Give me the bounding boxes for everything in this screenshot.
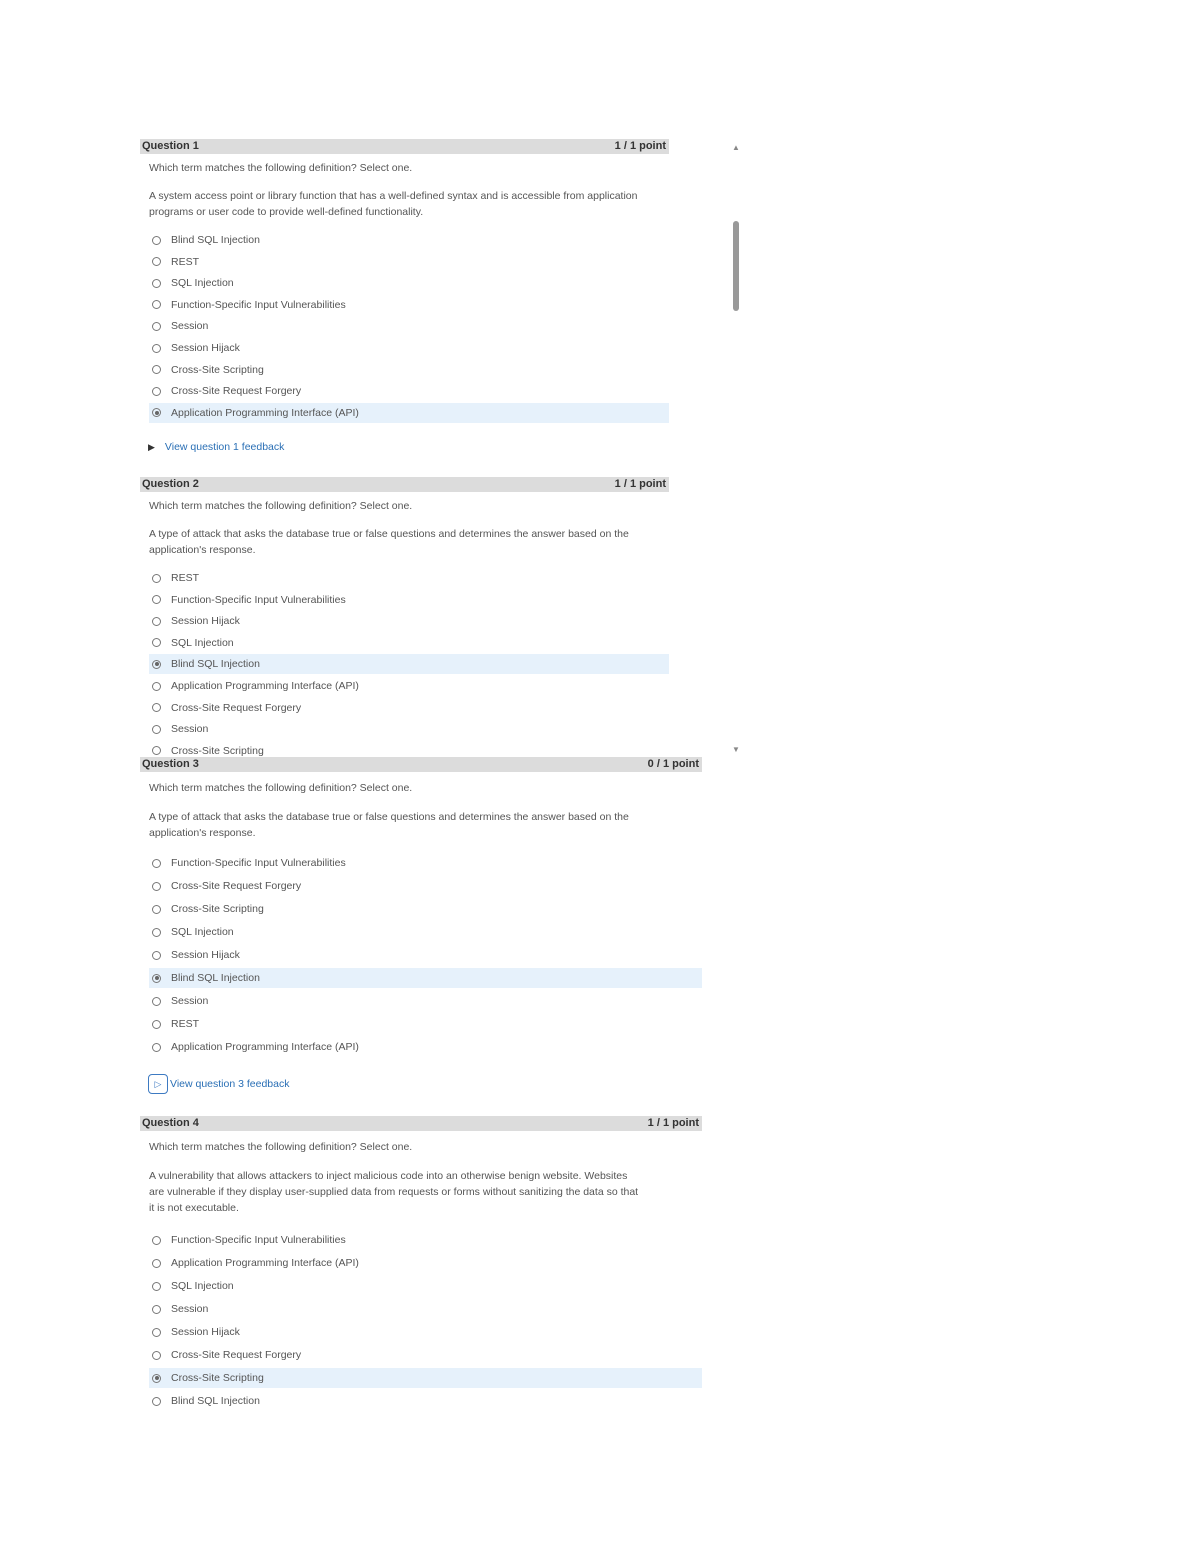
question-1-header bbox=[140, 139, 669, 154]
answer-option[interactable] bbox=[149, 968, 702, 988]
answer-option[interactable] bbox=[149, 1230, 702, 1250]
radio-button[interactable] bbox=[152, 974, 161, 983]
answer-option[interactable] bbox=[149, 1368, 702, 1388]
option-label: Cross-Site Request Forgery bbox=[171, 1349, 302, 1361]
radio-button[interactable] bbox=[152, 859, 161, 868]
option-label: REST bbox=[171, 1018, 200, 1030]
option-label: Function-Specific Input Vulnerabilities bbox=[171, 593, 346, 606]
option-label: Cross-Site Scripting bbox=[171, 903, 264, 915]
question-1-feedback-toggle[interactable] bbox=[148, 441, 284, 453]
question-4-header bbox=[140, 1116, 702, 1131]
answer-option[interactable] bbox=[149, 1322, 702, 1342]
option-label: Session bbox=[171, 1303, 209, 1315]
question-score: 1 / 1 point bbox=[614, 140, 666, 152]
radio-button[interactable] bbox=[152, 1305, 161, 1314]
answer-option[interactable] bbox=[149, 1345, 702, 1365]
answer-option[interactable] bbox=[149, 1391, 702, 1411]
definition-line: application's response. bbox=[149, 544, 256, 556]
answer-option[interactable] bbox=[149, 381, 669, 401]
option-label: SQL Injection bbox=[171, 926, 234, 938]
option-label: Session bbox=[171, 723, 209, 736]
answer-option[interactable] bbox=[149, 316, 669, 336]
scroll-down-icon[interactable]: ▼ bbox=[732, 745, 740, 754]
question-definition bbox=[149, 809, 629, 841]
question-definition bbox=[149, 526, 629, 558]
question-definition bbox=[149, 1168, 638, 1216]
question-3-header bbox=[140, 757, 702, 772]
definition-line: A vulnerability that allows attackers to inject malicious code into an otherwise benign website. Websites bbox=[149, 1170, 628, 1182]
question-score: 1 / 1 point bbox=[614, 478, 666, 490]
option-label: Blind SQL Injection bbox=[171, 972, 260, 984]
feedback-link[interactable]: View question 1 feedback bbox=[164, 441, 285, 453]
definition-line: A type of attack that asks the database true or false questions and determines the answer based on the bbox=[149, 811, 629, 823]
radio-button[interactable] bbox=[152, 365, 161, 374]
radio-button[interactable] bbox=[152, 951, 161, 960]
question-2-header bbox=[140, 477, 669, 492]
question-title: Question 3 bbox=[142, 758, 199, 770]
option-label: Cross-Site Request Forgery bbox=[171, 701, 302, 714]
answer-option[interactable] bbox=[149, 676, 669, 696]
radio-button[interactable] bbox=[152, 408, 161, 417]
answer-option[interactable] bbox=[149, 853, 702, 873]
definition-line: programs or user code to provide well-defined functionality. bbox=[149, 206, 424, 218]
radio-button[interactable] bbox=[152, 236, 161, 245]
radio-button[interactable] bbox=[152, 660, 161, 669]
option-label: Session Hijack bbox=[171, 342, 240, 354]
feedback-link[interactable]: View question 3 feedback bbox=[170, 1078, 290, 1090]
answer-option[interactable] bbox=[149, 654, 669, 674]
question-score: 0 / 1 point bbox=[647, 758, 699, 770]
radio-button[interactable] bbox=[152, 682, 161, 691]
radio-button[interactable] bbox=[152, 322, 161, 331]
option-label: Application Programming Interface (API) bbox=[171, 406, 359, 419]
radio-button[interactable] bbox=[152, 725, 161, 734]
scroll-up-icon[interactable]: ▲ bbox=[732, 143, 740, 152]
radio-button[interactable] bbox=[152, 300, 161, 309]
option-label: Session Hijack bbox=[171, 1326, 240, 1338]
answer-option[interactable] bbox=[149, 611, 669, 631]
scrollbar-thumb[interactable] bbox=[733, 221, 739, 311]
option-label: Blind SQL Injection bbox=[171, 234, 260, 246]
answer-option[interactable] bbox=[149, 1014, 702, 1034]
option-label: Function-Specific Input Vulnerabilities bbox=[171, 1234, 346, 1246]
option-label: Cross-Site Request Forgery bbox=[171, 385, 302, 398]
answer-option[interactable] bbox=[149, 590, 669, 610]
radio-button[interactable] bbox=[152, 1020, 161, 1029]
radio-button[interactable] bbox=[152, 1397, 161, 1406]
answer-option[interactable] bbox=[149, 922, 702, 942]
option-label: Blind SQL Injection bbox=[171, 1395, 260, 1407]
option-label: Application Programming Interface (API) bbox=[171, 680, 359, 692]
definition-line: A system access point or library function that has a well-defined syntax and is accessible from application bbox=[149, 190, 638, 202]
answer-option[interactable] bbox=[149, 991, 702, 1011]
option-label: Cross-Site Scripting bbox=[171, 363, 264, 376]
question-title: Question 2 bbox=[142, 478, 199, 490]
option-label: Session Hijack bbox=[171, 949, 240, 961]
option-label: Cross-Site Scripting bbox=[171, 1372, 264, 1384]
question-prompt: Which term matches the following definition? Select one. bbox=[149, 1141, 413, 1153]
answer-option[interactable] bbox=[149, 876, 702, 896]
answer-option[interactable] bbox=[149, 338, 669, 358]
option-label: SQL Injection bbox=[171, 1280, 234, 1292]
expand-triangle-icon[interactable]: ▶ bbox=[148, 441, 155, 452]
radio-button[interactable] bbox=[152, 1043, 161, 1052]
question-title: Question 1 bbox=[142, 140, 199, 152]
option-label: Function-Specific Input Vulnerabilities bbox=[171, 857, 346, 869]
definition-line: A type of attack that asks the database true or false questions and determines the answer based on the bbox=[149, 528, 629, 540]
question-prompt: Which term matches the following definition? Select one. bbox=[149, 500, 413, 512]
option-label: Application Programming Interface (API) bbox=[171, 1041, 359, 1053]
radio-button[interactable] bbox=[152, 746, 161, 755]
radio-button[interactable] bbox=[152, 279, 161, 288]
radio-button[interactable] bbox=[152, 257, 161, 266]
radio-button[interactable] bbox=[152, 905, 161, 914]
definition-line: it is not executable. bbox=[149, 1202, 239, 1214]
radio-button[interactable] bbox=[152, 617, 161, 626]
option-label: Cross-Site Scripting bbox=[171, 744, 264, 757]
option-label: SQL Injection bbox=[171, 636, 234, 649]
definition-line: application's response. bbox=[149, 827, 256, 839]
answer-option[interactable] bbox=[149, 230, 669, 250]
question-prompt: Which term matches the following definition? Select one. bbox=[149, 782, 413, 794]
radio-button[interactable] bbox=[152, 1236, 161, 1245]
radio-button[interactable] bbox=[152, 703, 161, 712]
question-definition bbox=[149, 188, 638, 220]
radio-button[interactable] bbox=[152, 387, 161, 396]
option-label: Session bbox=[171, 320, 209, 333]
radio-button[interactable] bbox=[152, 1259, 161, 1268]
expand-triangle-icon[interactable]: ▷ bbox=[148, 1074, 168, 1094]
answer-option[interactable] bbox=[149, 698, 669, 718]
answer-option[interactable] bbox=[149, 633, 669, 653]
radio-button[interactable] bbox=[152, 638, 161, 647]
radio-button[interactable] bbox=[152, 1328, 161, 1337]
radio-button[interactable] bbox=[152, 1374, 161, 1383]
answer-option[interactable] bbox=[149, 1037, 702, 1057]
option-label: Function-Specific Input Vulnerabilities bbox=[171, 298, 346, 311]
radio-button[interactable] bbox=[152, 997, 161, 1006]
option-label: Blind SQL Injection bbox=[171, 658, 260, 671]
question-title: Question 4 bbox=[142, 1117, 199, 1129]
radio-button[interactable] bbox=[152, 574, 161, 583]
radio-button[interactable] bbox=[152, 882, 161, 891]
question-3-feedback-toggle[interactable] bbox=[148, 1074, 289, 1094]
answer-option[interactable] bbox=[149, 252, 669, 272]
answer-option[interactable] bbox=[149, 1253, 702, 1273]
option-label: Cross-Site Request Forgery bbox=[171, 880, 302, 892]
answer-option[interactable] bbox=[149, 273, 669, 293]
radio-button[interactable] bbox=[152, 1282, 161, 1291]
radio-button[interactable] bbox=[152, 595, 161, 604]
answer-option[interactable] bbox=[149, 1299, 702, 1319]
radio-button[interactable] bbox=[152, 1351, 161, 1360]
definition-line: are vulnerable if they display user-supplied data from requests or forms without sanitizing the data so that bbox=[149, 1186, 639, 1198]
answer-option[interactable] bbox=[149, 360, 669, 380]
radio-button[interactable] bbox=[152, 928, 161, 937]
option-label: SQL Injection bbox=[171, 277, 234, 290]
question-prompt: Which term matches the following definition? Select one. bbox=[149, 162, 413, 174]
option-label: REST bbox=[171, 572, 200, 584]
option-label: REST bbox=[171, 255, 200, 268]
option-label: Session Hijack bbox=[171, 615, 240, 628]
answer-option[interactable] bbox=[149, 945, 702, 965]
answer-option[interactable] bbox=[149, 568, 669, 588]
answer-option[interactable] bbox=[149, 295, 669, 315]
option-label: Application Programming Interface (API) bbox=[171, 1257, 359, 1269]
answer-option[interactable] bbox=[149, 719, 669, 739]
question-score: 1 / 1 point bbox=[647, 1117, 699, 1129]
option-label: Session bbox=[171, 995, 209, 1007]
answer-option[interactable] bbox=[149, 899, 702, 919]
radio-button[interactable] bbox=[152, 344, 161, 353]
answer-option[interactable] bbox=[149, 1276, 702, 1296]
answer-option[interactable] bbox=[149, 403, 669, 423]
